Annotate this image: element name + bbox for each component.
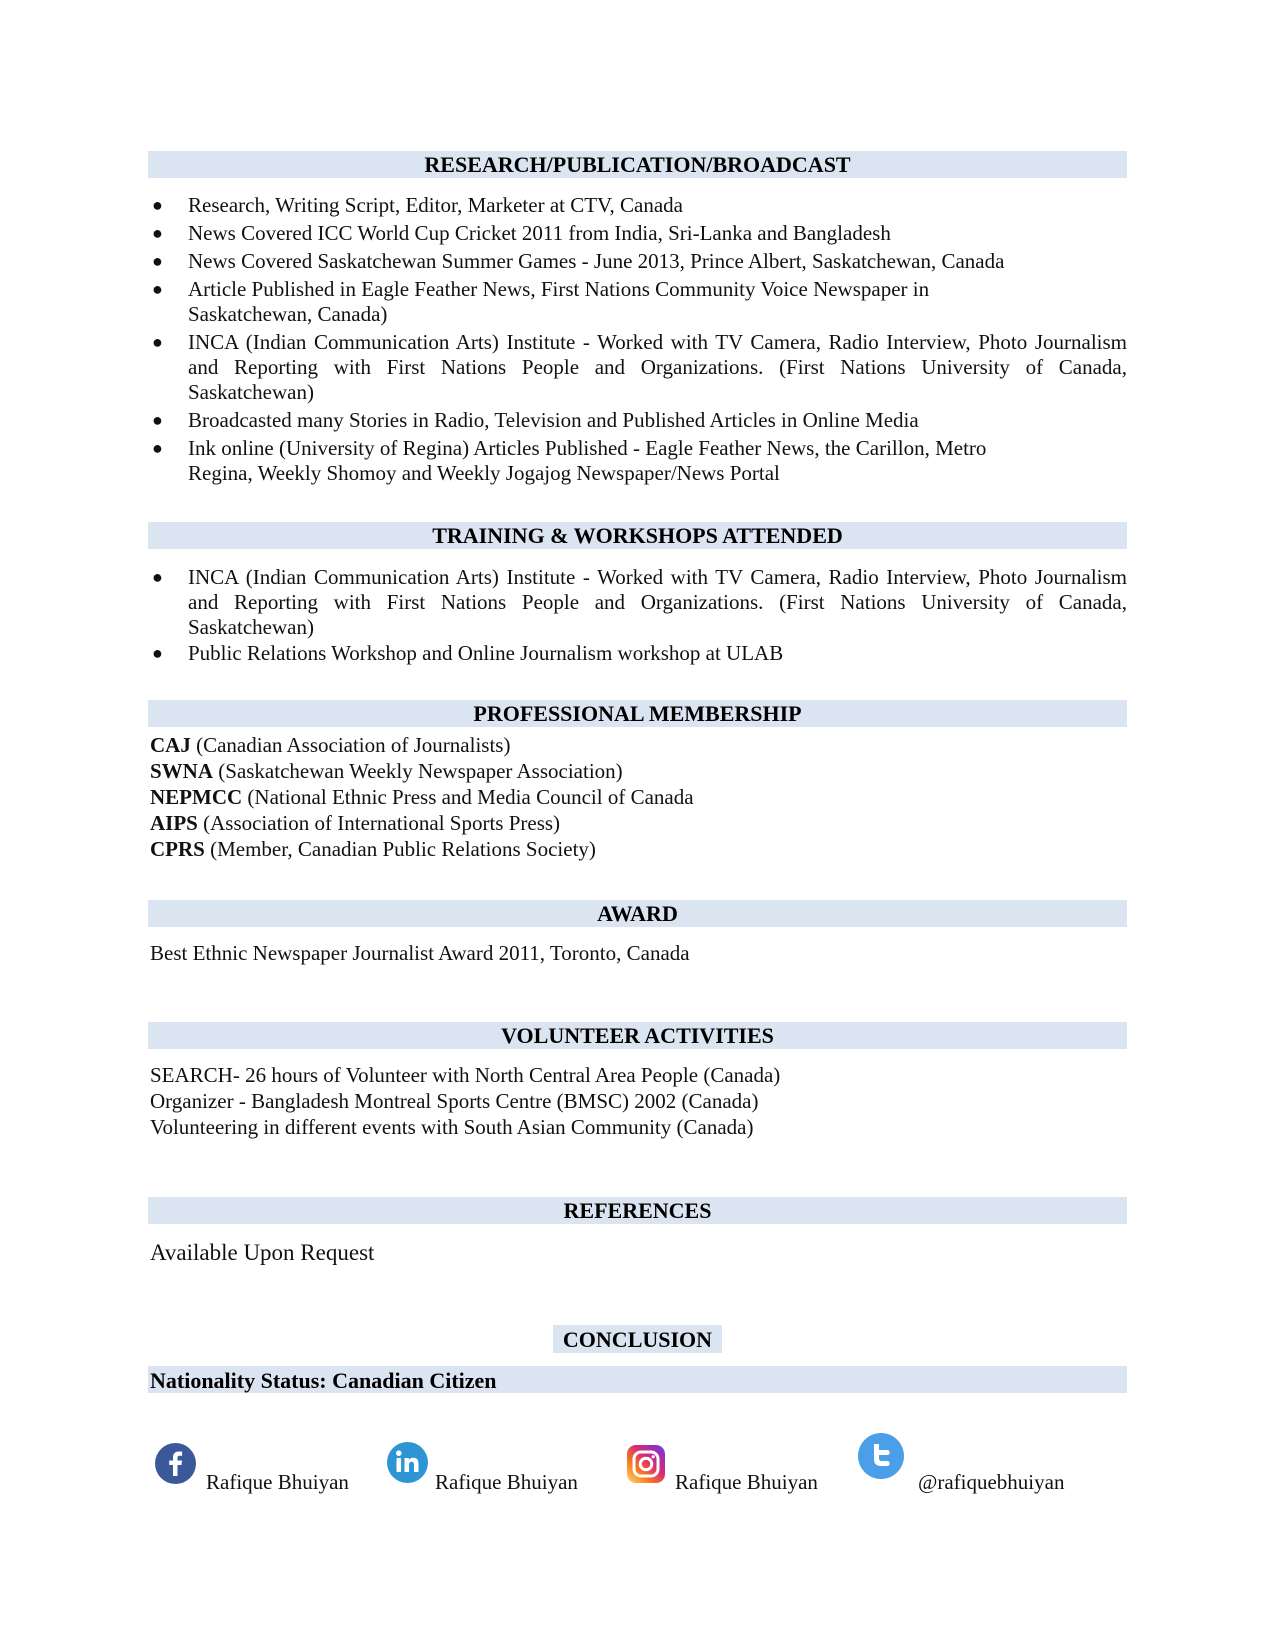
references-text-block	[150, 1238, 1127, 1268]
volunteer-item: Organizer - Bangladesh Montreal Sports Centre (BMSC) 2002 (Canada)	[150, 1089, 759, 1113]
list-item	[148, 565, 1127, 640]
linkedin-label: Rafique Bhuiyan	[435, 1470, 578, 1494]
membership-desc: (Canadian Association of Journalists)	[190, 733, 511, 757]
facebook-label: Rafique Bhuiyan	[206, 1470, 349, 1494]
section-header-award: AWARD	[148, 900, 1127, 927]
membership-desc: (National Ethnic Press and Media Council of Canada	[242, 785, 694, 809]
research-list	[148, 193, 1127, 489]
membership-desc: (Member, Canadian Public Relations Society)	[204, 837, 596, 861]
section-header-references: REFERENCES	[148, 1197, 1127, 1224]
training-list	[148, 565, 1127, 669]
bullet-icon: ●	[152, 410, 163, 430]
list-item	[148, 249, 1127, 274]
list-item	[148, 330, 1127, 405]
membership-desc: (Saskatchewan Weekly Newspaper Association)	[213, 759, 623, 783]
list-item-text: Article Published in Eagle Feather News, First Nations Community Voice Newspaper in Saskatchewan, Canada)	[188, 277, 930, 326]
bullet-icon: ●	[152, 279, 163, 299]
bullet-icon: ●	[152, 223, 163, 243]
list-item	[148, 277, 1127, 327]
bullet-icon: ●	[152, 332, 163, 352]
membership-item	[150, 810, 1127, 836]
award-item: Best Ethnic Newspaper Journalist Award 2011, Toronto, Canada	[150, 941, 690, 965]
section-header-membership: PROFESSIONAL MEMBERSHIP	[148, 700, 1127, 727]
section-header-volunteer: VOLUNTEER ACTIVITIES	[148, 1022, 1127, 1049]
references-text: Available Upon Request	[150, 1240, 375, 1265]
section-header-research: RESEARCH/PUBLICATION/BROADCAST	[148, 151, 1127, 178]
list-item-text: Research, Writing Script, Editor, Marketer at CTV, Canada	[188, 193, 683, 217]
section-header-conclusion: CONCLUSION	[553, 1325, 722, 1353]
list-item	[148, 436, 1127, 486]
membership-item	[150, 732, 1127, 758]
list-item-text: Ink online (University of Regina) Articles Published - Eagle Feather News, the Carillon, Metro Regina, Weekly Shomoy and Weekly Jogajog Newspaper/News Portal	[188, 436, 987, 485]
membership-abbr: CAJ	[150, 733, 191, 757]
membership-desc: (Association of International Sports Press)	[197, 811, 561, 835]
twitter-icon	[858, 1433, 904, 1479]
facebook-icon	[155, 1443, 196, 1484]
bullet-icon: ●	[152, 567, 163, 587]
membership-abbr: NEPMCC	[150, 785, 243, 809]
membership-abbr: AIPS	[150, 811, 198, 835]
section-header-training: TRAINING & WORKSHOPS ATTENDED	[148, 522, 1127, 549]
twitter-label: @rafiquebhuiyan	[918, 1470, 1065, 1494]
list-item	[148, 193, 1127, 218]
list-item-text: INCA (Indian Communication Arts) Institute - Worked with TV Camera, Radio Interview, Photo Journalism and Reporting with First Nations People and Organizations. (First Nations University of Canada, Saskatchewan)	[188, 565, 1127, 639]
instagram-icon	[627, 1445, 665, 1483]
instagram-label: Rafique Bhuiyan	[675, 1470, 818, 1494]
membership-abbr: CPRS	[150, 837, 205, 861]
bullet-icon: ●	[152, 438, 163, 458]
social-links	[0, 1432, 1275, 1502]
linkedin-icon	[387, 1442, 428, 1483]
list-item	[148, 221, 1127, 246]
membership-item	[150, 758, 1127, 784]
volunteer-list	[150, 1062, 1127, 1140]
award-list	[150, 940, 1127, 966]
list-item	[148, 408, 1127, 433]
membership-item	[150, 836, 1127, 862]
membership-list	[150, 732, 1127, 862]
bullet-icon: ●	[152, 643, 163, 663]
list-item-text: Broadcasted many Stories in Radio, Television and Published Articles in Online Media	[188, 408, 919, 432]
bullet-icon: ●	[152, 195, 163, 215]
membership-abbr: SWNA	[150, 759, 214, 783]
list-item-text: News Covered ICC World Cup Cricket 2011 from India, Sri-Lanka and Bangladesh	[188, 221, 891, 245]
list-item-text: News Covered Saskatchewan Summer Games - June 2013, Prince Albert, Saskatchewan, Canada	[188, 249, 1005, 273]
nationality-status: Nationality Status: Canadian Citizen	[148, 1366, 1127, 1393]
list-item	[148, 641, 1127, 666]
list-item-text: INCA (Indian Communication Arts) Institute - Worked with TV Camera, Radio Interview, Photo Journalism and Reporting with First Nations People and Organizations. (First Nations University of Canada, Saskatchewan)	[188, 330, 1127, 404]
list-item-text: Public Relations Workshop and Online Journalism workshop at ULAB	[188, 641, 784, 665]
volunteer-item: Volunteering in different events with South Asian Community (Canada)	[150, 1115, 754, 1139]
bullet-icon: ●	[152, 251, 163, 271]
membership-item	[150, 784, 1127, 810]
volunteer-item: SEARCH- 26 hours of Volunteer with North Central Area People (Canada)	[150, 1063, 781, 1087]
